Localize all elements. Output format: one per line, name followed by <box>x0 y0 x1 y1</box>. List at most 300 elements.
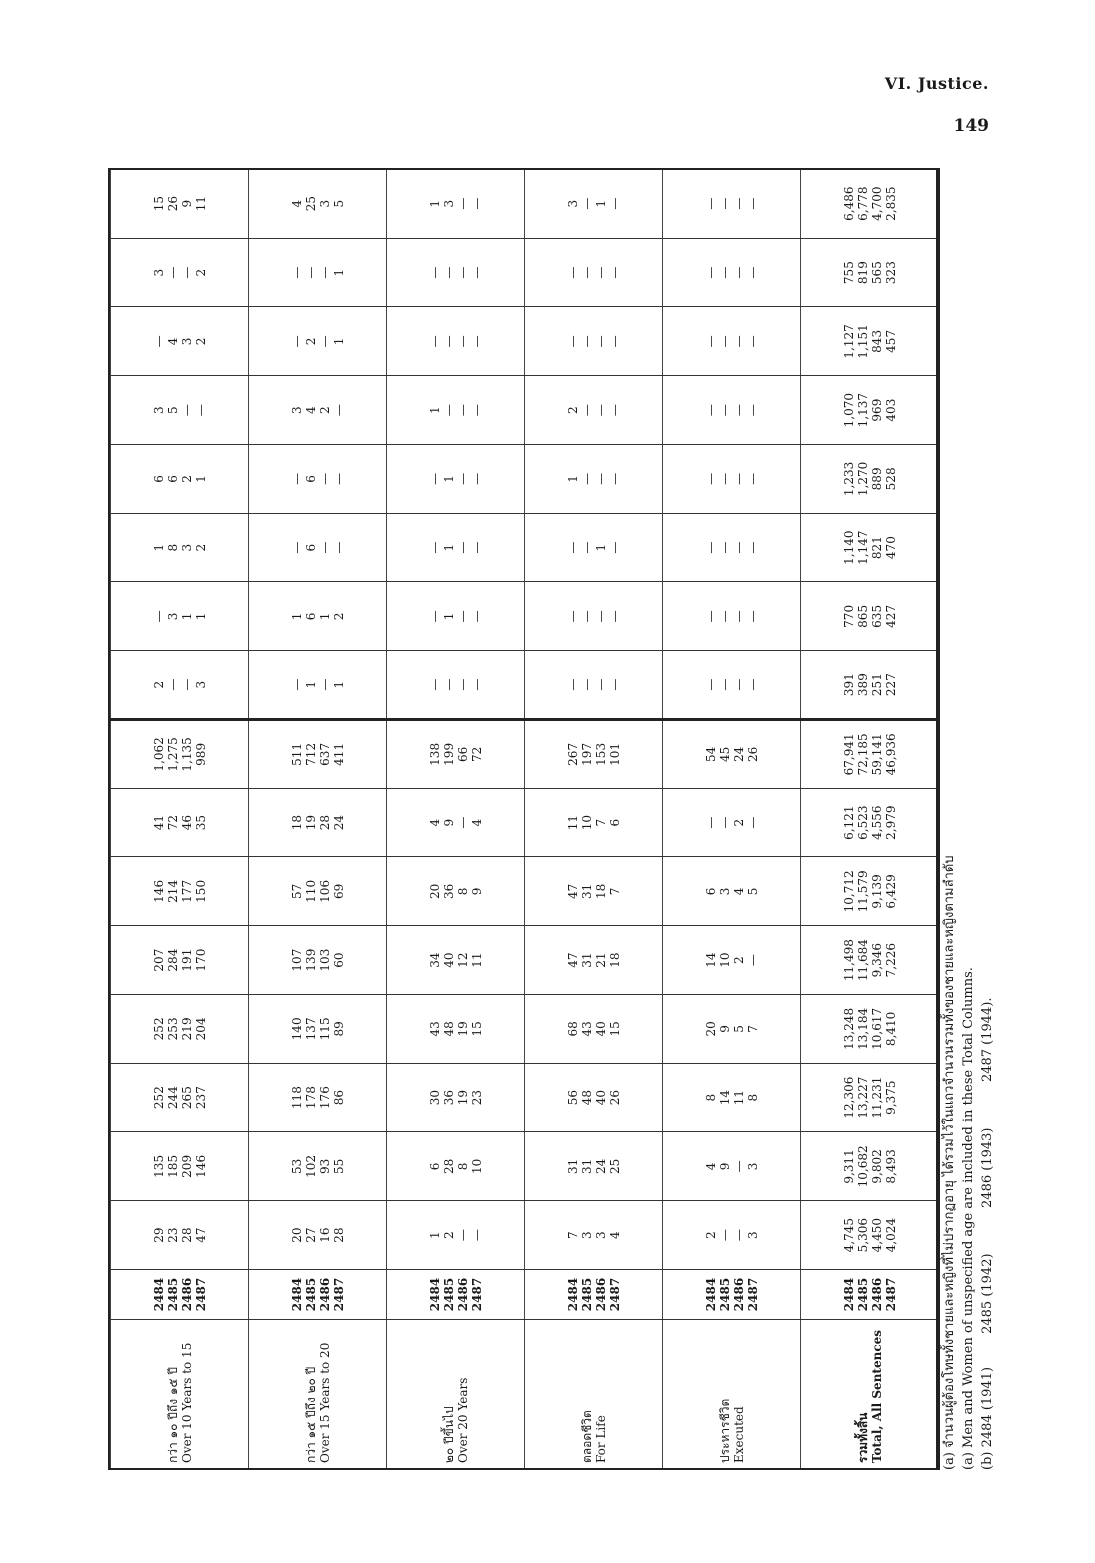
cell-value: 1 <box>427 199 442 208</box>
cell-value: 60 <box>331 952 346 968</box>
footnote-years: (b) 2484 (1941) 2485 (1942) 2486 (1943) 2487 (1944). <box>980 997 995 1470</box>
data-cell <box>801 170 939 239</box>
cell-value: 1,135 <box>179 737 194 772</box>
cell-value: — <box>579 197 594 210</box>
data-cell <box>801 788 939 857</box>
cell-value: 18 <box>593 883 608 900</box>
cell-value: — <box>455 335 470 348</box>
cell-value: 4 <box>607 1231 622 1239</box>
cell-value: 3 <box>179 543 194 552</box>
cell-value: — <box>331 541 346 554</box>
data-cell <box>249 307 387 376</box>
cell-value: 209 <box>179 1154 194 1178</box>
cell-value: 176 <box>317 1086 332 1110</box>
cell-value: 1 <box>151 543 166 552</box>
cell-value: 637 <box>317 742 332 766</box>
row-label-thai: รวมทั้งสิ้น <box>855 1412 870 1463</box>
cell-value: 24 <box>731 746 746 763</box>
data-cell <box>387 1063 525 1132</box>
row-label-thai: กว่า ๑๕ ปีถึง ๒๐ ปี <box>303 1366 318 1463</box>
cell-value: 2,979 <box>883 805 898 840</box>
table-row <box>249 170 387 1470</box>
year-label: 2485 <box>165 1277 180 1312</box>
cell-value: — <box>745 266 760 279</box>
cell-value: 10 <box>579 814 594 831</box>
cell-value: — <box>745 197 760 210</box>
data-cell <box>525 720 663 789</box>
cell-value: 214 <box>165 879 180 903</box>
cell-value: 28 <box>441 1158 456 1175</box>
data-cell <box>111 513 249 582</box>
cell-value: 139 <box>303 948 318 972</box>
cell-value: — <box>731 404 746 417</box>
year-list <box>249 1270 387 1320</box>
cell-value: 21 <box>593 952 608 968</box>
cell-value: — <box>469 335 484 348</box>
cell-value: 27 <box>303 1227 318 1243</box>
data-cell <box>111 170 249 239</box>
cell-value: 8 <box>745 1093 760 1102</box>
cell-value: — <box>289 335 304 348</box>
cell-value: 3 <box>317 199 332 208</box>
data-cell <box>525 376 663 445</box>
cell-value: — <box>427 472 442 485</box>
cell-value: 755 <box>841 261 856 285</box>
cell-value: — <box>151 610 166 623</box>
cell-value: 5 <box>331 199 346 208</box>
cell-value: 23 <box>165 1227 180 1243</box>
cell-value: — <box>717 472 732 485</box>
data-cell <box>663 720 801 789</box>
cell-value: — <box>179 266 194 279</box>
cell-value: — <box>703 472 718 485</box>
cell-value: 1,147 <box>855 530 870 565</box>
cell-value: 10 <box>717 952 732 968</box>
cell-value: — <box>717 197 732 210</box>
cell-value: 4 <box>703 1162 718 1171</box>
cell-value: — <box>593 610 608 623</box>
cell-value: — <box>469 404 484 417</box>
cell-value: 47 <box>193 1227 208 1243</box>
cell-value: 6 <box>427 1162 442 1171</box>
cell-value: 31 <box>579 952 594 968</box>
cell-value: 3 <box>289 406 304 414</box>
cell-value: 89 <box>331 1021 346 1037</box>
data-cell <box>387 926 525 995</box>
cell-value: 26 <box>745 746 760 763</box>
cell-value: 11 <box>731 1089 746 1106</box>
data-cell <box>801 445 939 514</box>
cell-value: — <box>745 335 760 348</box>
cell-value: 15 <box>151 195 166 212</box>
cell-value: 9 <box>469 887 484 896</box>
data-cell <box>801 1201 939 1270</box>
year-label: 2487 <box>883 1277 898 1312</box>
cell-value: 15 <box>607 1021 622 1037</box>
cell-value: 72 <box>165 814 180 831</box>
data-cell <box>387 651 525 720</box>
cell-value: — <box>565 610 580 623</box>
cell-value: 9,802 <box>869 1149 884 1184</box>
cell-value: 4 <box>469 818 484 827</box>
year-label: 2487 <box>745 1277 760 1312</box>
cell-value: 3 <box>745 1162 760 1171</box>
year-label: 2487 <box>331 1277 346 1312</box>
row-label-english: Over 15 Years to 20 <box>317 1342 332 1463</box>
cell-value: — <box>703 197 718 210</box>
row-label <box>111 1320 249 1470</box>
cell-value: 19 <box>455 1021 470 1037</box>
year-label: 2484 <box>151 1277 166 1312</box>
cell-value: 528 <box>883 467 898 491</box>
data-cell <box>801 376 939 445</box>
cell-value: 3 <box>593 1231 608 1239</box>
cell-value: — <box>703 816 718 829</box>
cell-value: — <box>441 335 456 348</box>
cell-value: 3 <box>165 612 180 621</box>
cell-value: 4,556 <box>869 805 884 840</box>
cell-value: 470 <box>883 536 898 560</box>
cell-value: — <box>469 266 484 279</box>
year-label: 2485 <box>717 1277 732 1312</box>
cell-value: 24 <box>593 1158 608 1175</box>
cell-value: 6,778 <box>855 186 870 221</box>
year-label: 2486 <box>593 1277 608 1312</box>
cell-value: — <box>455 472 470 485</box>
cell-value: 10,712 <box>841 870 856 913</box>
cell-value: — <box>469 197 484 210</box>
data-cell <box>525 445 663 514</box>
data-cell <box>387 1132 525 1201</box>
cell-value: — <box>455 816 470 829</box>
year-label: 2486 <box>317 1277 332 1312</box>
cell-value: — <box>593 404 608 417</box>
cell-value: — <box>579 541 594 554</box>
cell-value: 6,486 <box>841 186 856 221</box>
cell-value: 135 <box>151 1154 166 1178</box>
cell-value: 16 <box>317 1227 332 1243</box>
row-label-thai: ประหารชีวิต <box>717 1398 732 1463</box>
cell-value: 5,306 <box>855 1217 870 1253</box>
cell-value: 1 <box>303 680 318 689</box>
cell-value: — <box>745 678 760 691</box>
data-cell <box>801 995 939 1064</box>
cell-value: — <box>579 472 594 485</box>
cell-value: 199 <box>441 742 456 766</box>
cell-value: 4 <box>303 406 318 414</box>
cell-value: 323 <box>883 261 898 285</box>
row-label-english: Over 20 Years <box>455 1377 470 1463</box>
cell-value: 227 <box>883 673 898 697</box>
cell-value: 40 <box>593 1021 608 1037</box>
data-cell <box>387 376 525 445</box>
cell-value: — <box>165 678 180 691</box>
cell-value: 8,410 <box>883 1011 898 1047</box>
data-cell <box>249 445 387 514</box>
cell-value: 6 <box>703 887 718 896</box>
cell-value: — <box>565 541 580 554</box>
cell-value: 1 <box>179 612 194 621</box>
cell-value: — <box>607 472 622 485</box>
table-row <box>111 170 249 1470</box>
row-label-english: Executed <box>731 1406 746 1463</box>
data-cell <box>249 651 387 720</box>
cell-value: 55 <box>331 1158 346 1175</box>
data-cell <box>525 788 663 857</box>
cell-value: 26 <box>607 1089 622 1106</box>
year-list <box>387 1270 525 1320</box>
cell-value: 4,745 <box>841 1217 856 1253</box>
cell-value: — <box>607 678 622 691</box>
cell-value: 4,450 <box>869 1217 884 1253</box>
cell-value: 26 <box>165 195 180 212</box>
cell-value: 36 <box>441 883 456 900</box>
row-label <box>801 1320 939 1470</box>
data-cell <box>249 1063 387 1132</box>
cell-value: — <box>441 266 456 279</box>
cell-value: — <box>703 610 718 623</box>
cell-value: 207 <box>151 948 166 972</box>
cell-value: — <box>731 1229 746 1242</box>
data-cell <box>801 582 939 651</box>
cell-value: 93 <box>317 1158 332 1175</box>
cell-value: 23 <box>469 1089 484 1106</box>
cell-value: 19 <box>455 1089 470 1106</box>
cell-value: — <box>703 541 718 554</box>
cell-value: 2 <box>179 475 194 483</box>
data-cell <box>663 307 801 376</box>
data-cell <box>249 1132 387 1201</box>
cell-value: 41 <box>151 814 166 831</box>
cell-value: — <box>703 678 718 691</box>
cell-value: 252 <box>151 1017 166 1041</box>
data-cell <box>387 720 525 789</box>
cell-value: 54 <box>703 746 718 763</box>
cell-value: — <box>289 541 304 554</box>
cell-value: 284 <box>165 948 180 972</box>
cell-value: 2 <box>193 337 208 346</box>
data-cell <box>525 582 663 651</box>
cell-value: 14 <box>703 952 718 968</box>
data-cell <box>663 995 801 1064</box>
cell-value: — <box>731 541 746 554</box>
cell-value: 47 <box>565 952 580 968</box>
cell-value: — <box>193 404 208 417</box>
data-cell <box>111 720 249 789</box>
cell-value: — <box>607 610 622 623</box>
cell-value: 59,141 <box>869 733 884 776</box>
cell-value: 712 <box>303 742 318 766</box>
data-cell <box>249 582 387 651</box>
cell-value: 4 <box>731 887 746 896</box>
cell-value: — <box>427 266 442 279</box>
cell-value: 178 <box>303 1086 318 1110</box>
row-label-thai: กว่า ๑๐ ปีถึง ๑๕ ปี <box>165 1367 180 1463</box>
cell-value: 2 <box>703 1231 718 1239</box>
cell-value: 1,127 <box>841 324 856 359</box>
rotated-table-frame <box>110 170 938 1470</box>
cell-value: — <box>331 472 346 485</box>
data-cell <box>663 1063 801 1132</box>
cell-value: 1 <box>193 475 208 483</box>
cell-value: 69 <box>331 883 346 900</box>
data-cell <box>801 651 939 720</box>
cell-value: 153 <box>593 742 608 766</box>
year-label: 2485 <box>441 1277 456 1312</box>
cell-value: — <box>317 335 332 348</box>
cell-value: 3 <box>179 337 194 346</box>
cell-value: 403 <box>883 398 898 422</box>
cell-value: — <box>441 678 456 691</box>
cell-value: 1 <box>317 612 332 621</box>
cell-value: — <box>469 610 484 623</box>
cell-value: 48 <box>579 1089 594 1106</box>
cell-value: — <box>565 335 580 348</box>
cell-value: 19 <box>303 814 318 831</box>
cell-value: 219 <box>179 1017 194 1041</box>
cell-value: 35 <box>193 814 208 831</box>
cell-value: 191 <box>179 948 194 972</box>
cell-value: 6,429 <box>883 874 898 909</box>
cell-value: — <box>427 678 442 691</box>
cell-value: 7 <box>565 1231 580 1239</box>
row-label-english: Total, All Sentences <box>869 1329 884 1463</box>
cell-value: 11,498 <box>841 939 856 982</box>
cell-value: — <box>593 335 608 348</box>
cell-value: 102 <box>303 1154 318 1178</box>
cell-value: 2 <box>151 680 166 689</box>
cell-value: — <box>469 472 484 485</box>
row-label <box>663 1320 801 1470</box>
data-cell <box>111 307 249 376</box>
cell-value: — <box>455 541 470 554</box>
cell-value: — <box>731 335 746 348</box>
data-cell <box>801 1132 939 1201</box>
cell-value: 18 <box>607 952 622 968</box>
data-cell <box>249 513 387 582</box>
cell-value: 1 <box>427 406 442 414</box>
data-cell <box>111 651 249 720</box>
cell-value: — <box>427 541 442 554</box>
sentence-table <box>110 170 939 1471</box>
cell-value: 185 <box>165 1154 180 1178</box>
year-label: 2485 <box>579 1277 594 1312</box>
cell-value: — <box>179 678 194 691</box>
year-label: 2485 <box>303 1277 318 1312</box>
year-label: 2484 <box>289 1277 304 1312</box>
cell-value: 68 <box>565 1021 580 1037</box>
cell-value: — <box>469 678 484 691</box>
cell-value: 53 <box>289 1158 304 1175</box>
cell-value: 251 <box>869 673 884 697</box>
cell-value: 31 <box>579 883 594 900</box>
cell-value: 969 <box>869 398 884 422</box>
cell-value: — <box>703 266 718 279</box>
cell-value: — <box>331 404 346 417</box>
cell-value: 5 <box>745 887 760 896</box>
cell-value: 146 <box>151 879 166 903</box>
cell-value: 1,137 <box>855 392 870 428</box>
cell-value: 30 <box>427 1089 442 1106</box>
cell-value: 177 <box>179 879 194 903</box>
cell-value: 11 <box>565 814 580 831</box>
cell-value: 72 <box>469 746 484 763</box>
cell-value: 11 <box>469 952 484 968</box>
cell-value: 12 <box>455 952 470 968</box>
data-cell <box>249 788 387 857</box>
rotated-table <box>110 170 938 1470</box>
cell-value: 265 <box>179 1086 194 1110</box>
cell-value: 889 <box>869 467 884 491</box>
year-label: 2487 <box>193 1277 208 1312</box>
cell-value: 86 <box>331 1089 346 1106</box>
data-cell <box>525 1063 663 1132</box>
cell-value: 2 <box>441 1231 456 1239</box>
cell-value: 5 <box>731 1025 746 1033</box>
data-cell <box>111 1063 249 1132</box>
data-cell <box>387 857 525 926</box>
cell-value: 1 <box>441 612 456 621</box>
cell-value: 11,579 <box>855 870 870 913</box>
year-label: 2485 <box>855 1277 870 1312</box>
table-row <box>525 170 663 1470</box>
cell-value: 8 <box>703 1093 718 1102</box>
data-cell <box>387 1201 525 1270</box>
data-cell <box>111 926 249 995</box>
cell-value: 2 <box>731 956 746 964</box>
cell-value: 8,493 <box>883 1149 898 1184</box>
cell-value: — <box>289 472 304 485</box>
cell-value: — <box>703 335 718 348</box>
table-row <box>663 170 801 1470</box>
cell-value: — <box>579 404 594 417</box>
cell-value: 6 <box>607 818 622 827</box>
cell-value: 43 <box>579 1021 594 1037</box>
cell-value: 1 <box>427 1231 442 1239</box>
year-list <box>525 1270 663 1320</box>
data-cell <box>663 1201 801 1270</box>
cell-value: 253 <box>165 1017 180 1041</box>
cell-value: 1 <box>289 612 304 621</box>
cell-value: 2 <box>331 612 346 621</box>
cell-value: — <box>579 678 594 691</box>
cell-value: — <box>731 1160 746 1173</box>
cell-value: 9 <box>179 199 194 208</box>
cell-value: 15 <box>469 1021 484 1037</box>
cell-value: 2 <box>731 818 746 827</box>
cell-value: — <box>593 678 608 691</box>
cell-value: 4 <box>165 337 180 346</box>
cell-value: 4,024 <box>883 1217 898 1253</box>
cell-value: 237 <box>193 1086 208 1110</box>
cell-value: 10,617 <box>869 1007 884 1050</box>
cell-value: 2 <box>317 406 332 414</box>
cell-value: 9 <box>441 818 456 827</box>
cell-value: 244 <box>165 1086 180 1110</box>
data-cell <box>801 307 939 376</box>
cell-value: — <box>579 266 594 279</box>
footnote-english: (a) Men and Women of unspecified age are included in these Total Columns. <box>961 967 976 1470</box>
cell-value: 511 <box>289 742 304 766</box>
cell-value: 31 <box>565 1158 580 1175</box>
cell-value: 48 <box>441 1021 456 1037</box>
cell-value: — <box>441 404 456 417</box>
cell-value: 25 <box>303 195 318 212</box>
cell-value: 9 <box>717 1162 732 1171</box>
year-label: 2486 <box>179 1277 194 1312</box>
data-cell <box>249 926 387 995</box>
cell-value: — <box>455 610 470 623</box>
